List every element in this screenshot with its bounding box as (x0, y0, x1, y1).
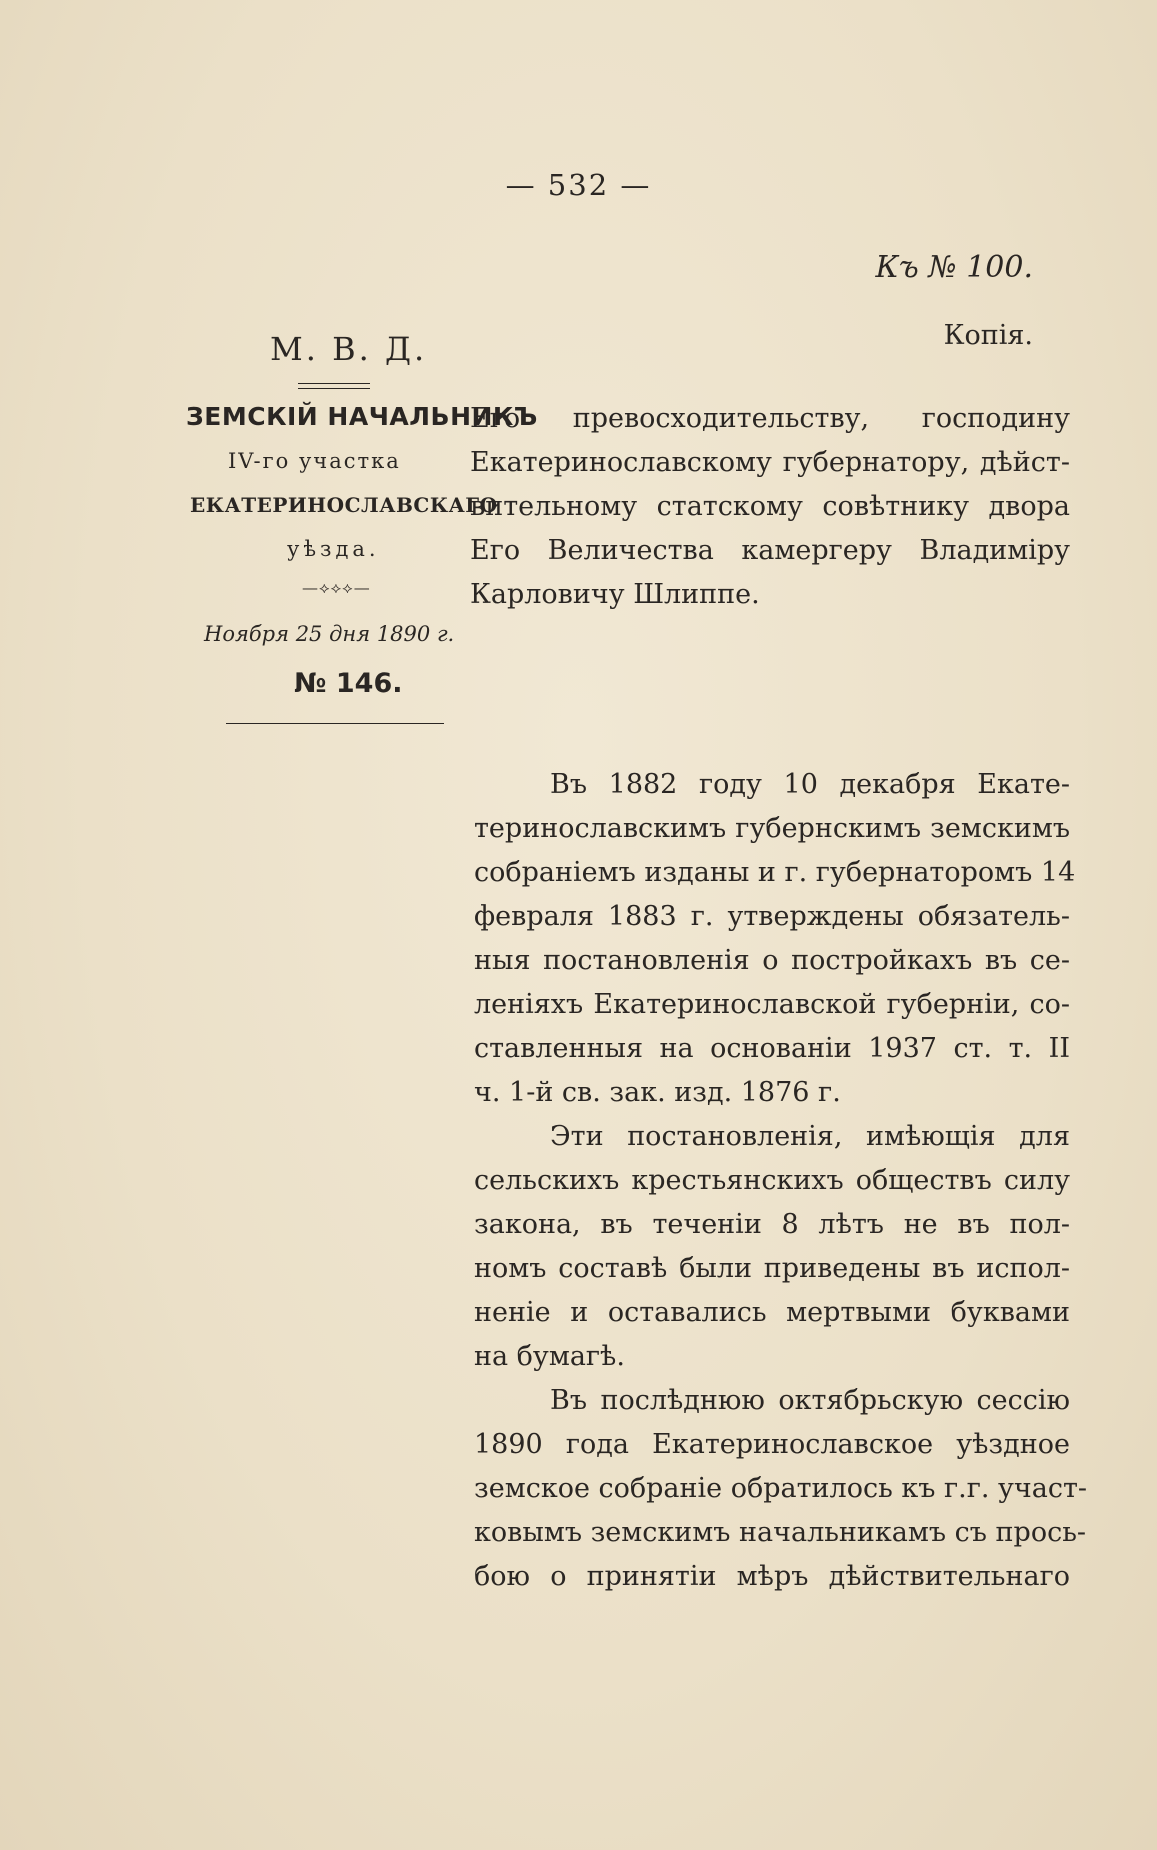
body-paragraph (474, 1379, 1088, 1599)
addressee-line: Его Величества камергеру Владиміру (470, 535, 1070, 566)
addressee-block (470, 397, 1070, 617)
body-line: Эти постановленія, имѣющія для (550, 1121, 1070, 1152)
body-line: февраля 1883 г. утверждены обязатель- (474, 901, 1070, 932)
body-line: закона, въ теченіи 8 лѣтъ не въ пол- (474, 1209, 1070, 1240)
document-date: Ноября 25 дня 1890 г. (204, 622, 455, 646)
page-number: — 532 — (505, 168, 652, 202)
addressee-line: вительному статскому совѣтнику двора (470, 491, 1070, 522)
addressee-line: Карловичу Шлиппе. (470, 579, 760, 610)
sender-uezd-name: ЕКАТЕРИНОСЛАВСКАГО (190, 493, 498, 517)
copy-label: Копія. (943, 320, 1033, 351)
body-line: на бумагѣ. (474, 1341, 625, 1372)
body-line: неніе и оставались мертвыми буквами (474, 1297, 1070, 1328)
body-paragraph (474, 763, 1076, 1115)
addressee-line: Екатеринославскому губернатору, дѣйст- (470, 447, 1070, 478)
body-line: ныя постановленія о постройкахъ въ се- (474, 945, 1070, 976)
body-line: Въ 1882 году 10 декабря Екате- (550, 769, 1070, 800)
number-rule-divider (226, 723, 444, 724)
reference-number: Къ № 100. (875, 250, 1033, 285)
document-number: № 146. (294, 668, 403, 699)
sender-uezd-word: уѣзда. (287, 537, 380, 561)
body-paragraph (474, 1115, 1070, 1379)
body-line: теринославскимъ губернскимъ земскимъ (474, 813, 1070, 844)
body-line: ставленныя на основаніи 1937 ст. т. II (474, 1033, 1070, 1064)
sender-title: ЗЕМСКІЙ НАЧАЛЬНИКЪ (186, 402, 538, 431)
body-line: бою о принятіи мѣръ дѣйствительнаго (474, 1561, 1070, 1592)
body-line: ковымъ земскимъ начальникамъ съ прось- (474, 1517, 1087, 1548)
letter-body (474, 763, 1088, 1599)
body-line: номъ составѣ были приведены въ испол- (474, 1253, 1070, 1284)
sender-district: IV-го участка (228, 449, 401, 473)
addressee-line: Его превосходительству, господину (470, 403, 1070, 434)
body-line: Въ послѣднюю октябрьскую сессію (550, 1385, 1070, 1416)
body-line: леніяхъ Екатеринославской губерніи, со- (474, 989, 1070, 1020)
body-line: сельскихъ крестьянскихъ обществъ силу (474, 1165, 1070, 1196)
body-line: ч. 1-й св. зак. изд. 1876 г. (474, 1077, 841, 1108)
ministry-abbreviation: М. В. Д. (270, 330, 428, 368)
body-line: собраніемъ изданы и г. губернаторомъ 14 (474, 857, 1076, 888)
body-line: 1890 года Екатеринославское уѣздное (474, 1429, 1070, 1460)
double-rule-divider (298, 383, 370, 389)
ornament-divider: —⟡⟡⟡— (302, 578, 371, 597)
body-line: земское собраніе обратилось къ г.г. участ- (474, 1473, 1088, 1504)
